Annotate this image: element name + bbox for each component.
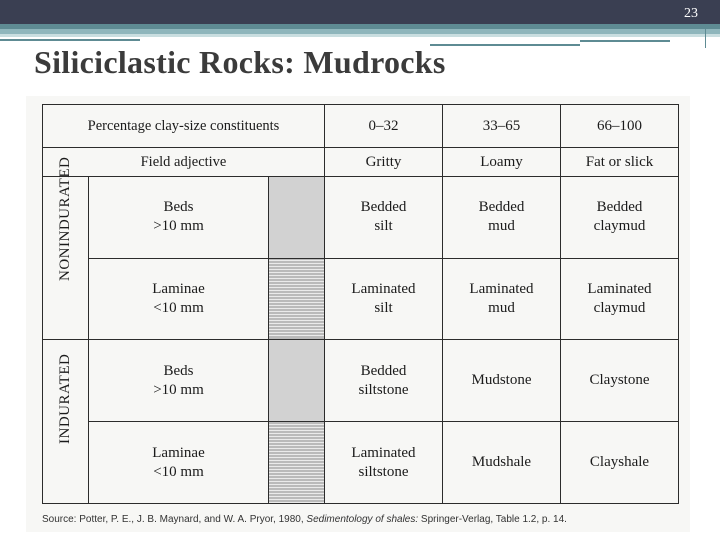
row-label-line: <10 mm — [153, 299, 204, 316]
table-header-row — [43, 105, 679, 148]
cell-line: siltstone — [358, 381, 409, 398]
cell-line: mud — [488, 218, 515, 235]
cell-line: Bedded — [360, 362, 407, 379]
cell-line: Laminated — [351, 280, 416, 297]
cell-line: siltstone — [358, 463, 409, 480]
cell-line: claymud — [593, 299, 646, 316]
column-header: 66–100 — [561, 105, 679, 148]
table-cell — [325, 176, 443, 258]
bedding-swatch — [269, 340, 325, 422]
group-label-text: INDURATED — [57, 353, 73, 445]
row-label — [89, 422, 269, 504]
row-label-line: >10 mm — [153, 218, 204, 235]
cell-line: Mudstone — [471, 372, 532, 389]
group-label-nonindurated — [43, 156, 89, 340]
table-cell — [561, 340, 679, 422]
column-header: 0–32 — [325, 105, 443, 148]
divider-tick — [705, 24, 706, 48]
column-header: Fat or slick — [561, 148, 679, 176]
mudrock-classification-figure — [26, 96, 690, 532]
cell-line: claymud — [593, 218, 646, 235]
source-suffix: Springer-Verlag, Table 1.2, p. 14. — [418, 514, 567, 525]
table-cell — [325, 422, 443, 504]
table-row — [43, 340, 679, 422]
table-cell — [443, 258, 561, 340]
header-label: Percentage clay-size constituents — [43, 105, 325, 148]
table-row — [43, 176, 679, 258]
cell-line: Claystone — [589, 372, 650, 389]
group-label-text: NONINDURATED — [57, 156, 73, 281]
table-cell — [561, 258, 679, 340]
table-cell — [325, 258, 443, 340]
cell-line: Mudshale — [471, 454, 532, 471]
row-label — [89, 340, 269, 422]
table-row — [43, 258, 679, 340]
row-label-line: Laminae — [152, 280, 205, 297]
cell-line: Laminated — [587, 280, 652, 297]
mudrock-classification-table — [42, 104, 679, 504]
source-citation — [42, 514, 567, 525]
row-label — [89, 258, 269, 340]
header-label: Field adjective — [43, 148, 325, 176]
table-cell — [443, 176, 561, 258]
slide-title: Siliciclastic Rocks: Mudrocks — [34, 44, 446, 80]
column-header: Gritty — [325, 148, 443, 176]
row-label-line: >10 mm — [153, 381, 204, 398]
column-header: 33–65 — [443, 105, 561, 148]
table-cell — [325, 340, 443, 422]
bedding-swatch — [269, 176, 325, 258]
table-cell — [443, 422, 561, 504]
cell-line: silt — [374, 218, 393, 235]
cell-line: mud — [488, 299, 515, 316]
divider-line — [0, 39, 140, 41]
lamination-swatch — [269, 258, 325, 340]
row-label — [89, 176, 269, 258]
row-label-line: <10 mm — [153, 463, 204, 480]
top-bar — [0, 0, 720, 24]
group-label-indurated — [43, 340, 89, 504]
table-cell — [561, 422, 679, 504]
row-label-line: Beds — [163, 199, 194, 216]
row-label-line: Laminae — [152, 444, 205, 461]
column-header: Loamy — [443, 148, 561, 176]
cell-line: Clayshale — [589, 454, 650, 471]
table-cell — [561, 176, 679, 258]
divider-line — [430, 44, 580, 46]
cell-line: Bedded — [478, 199, 525, 216]
row-label-line: Beds — [163, 362, 194, 379]
table-row — [43, 422, 679, 504]
source-title: Sedimentology of shales: — [306, 514, 419, 525]
header-stripe-pale — [0, 34, 720, 37]
table-cell — [443, 340, 561, 422]
cell-line: Laminated — [469, 280, 534, 297]
lamination-swatch — [269, 422, 325, 504]
cell-line: Bedded — [596, 199, 643, 216]
cell-line: Bedded — [360, 199, 407, 216]
table-header-row — [43, 148, 679, 176]
divider-line — [580, 40, 670, 42]
cell-line: Laminated — [351, 444, 416, 461]
cell-line: silt — [374, 299, 393, 316]
source-prefix: Source: Potter, P. E., J. B. Maynard, and W. A. Pryor, 1980, — [42, 514, 307, 525]
page-number: 23 — [684, 6, 698, 21]
